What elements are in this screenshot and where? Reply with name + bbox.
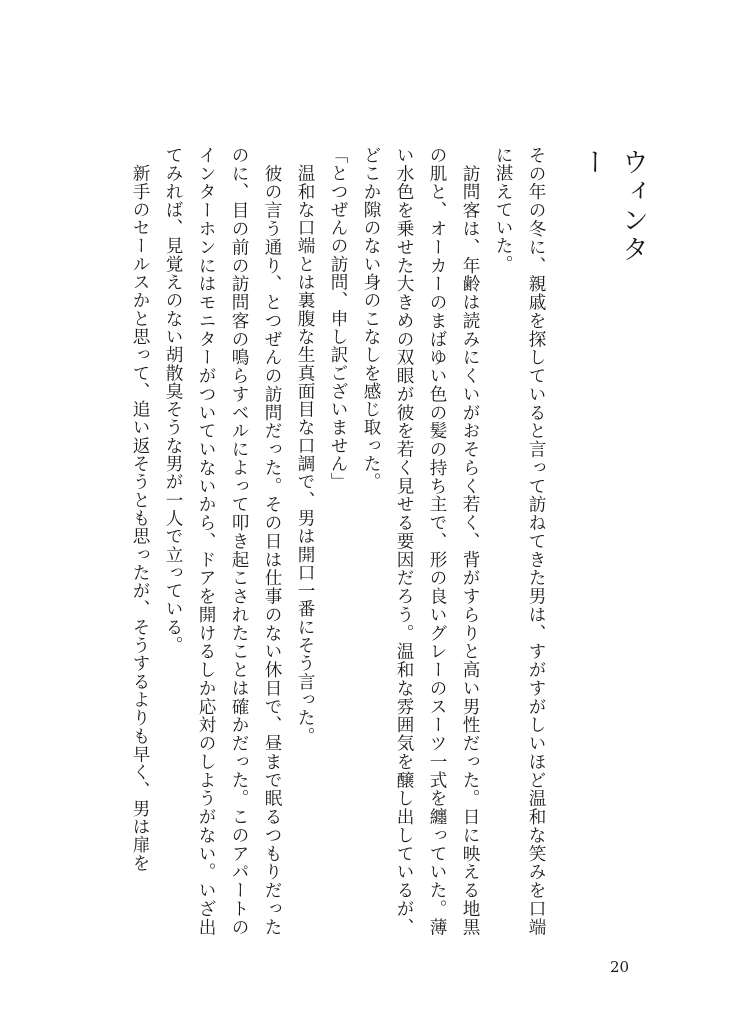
body-text xyxy=(122,146,552,936)
chapter-title: ウィンター xyxy=(577,148,648,264)
paragraph: 「とつぜんの訪問、申し訳ございません」 xyxy=(328,146,348,491)
page-number: 20 xyxy=(610,958,630,976)
paragraph: その年の冬に、親戚を探していると言って訪ねてきた男は、すがすがしいほど温和な笑みを口端に湛えていた。 xyxy=(493,146,546,936)
paragraph: 訪問客は、年齢は読みにくいがおそらく若く、背がすらりと高い男性だった。日に映える地黒の肌と、オーカーのまばゆい色の髪の持ち主で、形の良いグレーのスーツ一式を纏っていた。薄い水色を乗せた大きめの双眼が彼を若く見せる要因だろう。温和な雰囲気を醸し出しているが、どこか隙のない身のこなしを感じ取った。 xyxy=(361,146,480,936)
paragraph: 新手のセールスかと思って、追い返そうとも思ったが、そうするよりも早く、男は扉を xyxy=(130,146,150,872)
paragraph: 温和な口端とは裏腹な生真面目な口調で、男は開口一番にそう言った。 xyxy=(295,146,315,745)
paragraph: 彼の言う通り、とつぜんの訪問だった。その日は仕事のない休日で、昼まで眠るつもりだったのに、目の前の訪問客の鳴らすベルによって叩き起こされたことは確かだった。このアパートのインターホンにはモニターがついていないから、ドアを開けるしか応対のしようがない。いざ出てみれば、見覚えのない胡散臭そうな男が一人で立っている。 xyxy=(163,146,282,936)
